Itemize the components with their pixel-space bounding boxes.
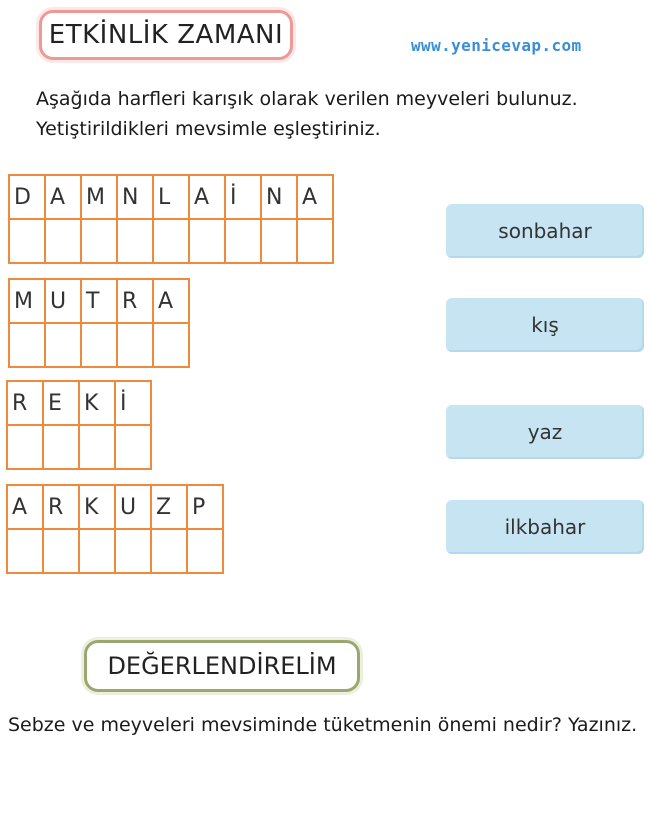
answer-cell[interactable]: [189, 219, 225, 263]
puzzle-grid-3: [6, 380, 152, 470]
answer-cell[interactable]: [43, 425, 79, 469]
instruction-line-1: Aşağıda harfleri karışık olarak verilen meyveleri bulunuz.: [36, 88, 578, 110]
instructions: [36, 84, 636, 144]
answer-cell[interactable]: [153, 219, 189, 263]
scrambled-letters-row: [7, 381, 151, 425]
evaluation-title: DEĞERLENDİRELİM: [107, 652, 337, 680]
answer-cell[interactable]: [261, 219, 297, 263]
letter-cell: N: [117, 175, 153, 219]
season-box-sonbahar[interactable]: sonbahar: [446, 204, 644, 258]
letter-cell: T: [81, 279, 117, 323]
letter-cell: A: [153, 279, 189, 323]
answer-cell[interactable]: [115, 425, 151, 469]
answer-cell[interactable]: [45, 219, 81, 263]
answer-cell[interactable]: [151, 529, 187, 573]
answer-cell[interactable]: [81, 219, 117, 263]
brand-watermark: www.yenicevap.com: [411, 36, 582, 55]
evaluation-title-badge: [84, 640, 360, 692]
letter-cell: K: [79, 381, 115, 425]
answer-cell[interactable]: [225, 219, 261, 263]
instruction-line-2: Yetiştirildikleri mevsimle eşleştiriniz.: [36, 118, 381, 140]
answer-cell[interactable]: [43, 529, 79, 573]
answer-cell[interactable]: [79, 529, 115, 573]
scrambled-letters-row: [9, 175, 333, 219]
answer-cell[interactable]: [297, 219, 333, 263]
answer-cell[interactable]: [79, 425, 115, 469]
letter-cell: K: [79, 485, 115, 529]
letter-cell: D: [9, 175, 45, 219]
season-box-ilkbahar[interactable]: ilkbahar: [446, 500, 644, 554]
scrambled-letters-row: [9, 279, 189, 323]
letter-cell: R: [7, 381, 43, 425]
answer-cell[interactable]: [9, 323, 45, 367]
answer-cell[interactable]: [117, 219, 153, 263]
letter-cell: İ: [115, 381, 151, 425]
puzzle-grid-1: [8, 174, 334, 264]
letter-cell: A: [7, 485, 43, 529]
letter-cell: A: [297, 175, 333, 219]
answer-cell[interactable]: [9, 219, 45, 263]
letter-cell: U: [115, 485, 151, 529]
answer-row: [9, 219, 333, 263]
letter-cell: M: [9, 279, 45, 323]
letter-cell: A: [45, 175, 81, 219]
answer-cell[interactable]: [153, 323, 189, 367]
answer-cell[interactable]: [7, 529, 43, 573]
answer-cell[interactable]: [45, 323, 81, 367]
scrambled-letters-row: [7, 485, 223, 529]
answer-row: [7, 529, 223, 573]
activity-title-badge: [39, 10, 293, 60]
letter-cell: İ: [225, 175, 261, 219]
puzzle-grid-4: [6, 484, 224, 574]
letter-cell: R: [117, 279, 153, 323]
letter-cell: M: [81, 175, 117, 219]
letter-cell: E: [43, 381, 79, 425]
letter-cell: L: [153, 175, 189, 219]
answer-cell[interactable]: [7, 425, 43, 469]
evaluation-question: Sebze ve meyveleri mevsiminde tüketmenin önemi nedir? Yazınız.: [8, 714, 638, 736]
answer-row: [9, 323, 189, 367]
letter-cell: P: [187, 485, 223, 529]
activity-title: ETKİNLİK ZAMANI: [48, 20, 284, 50]
letter-cell: U: [45, 279, 81, 323]
letter-cell: Z: [151, 485, 187, 529]
answer-cell[interactable]: [115, 529, 151, 573]
answer-cell[interactable]: [117, 323, 153, 367]
letter-cell: A: [189, 175, 225, 219]
answer-cell[interactable]: [81, 323, 117, 367]
puzzle-grid-2: [8, 278, 190, 368]
season-box-kis[interactable]: kış: [446, 298, 644, 352]
answer-row: [7, 425, 151, 469]
letter-cell: N: [261, 175, 297, 219]
answer-cell[interactable]: [187, 529, 223, 573]
season-box-yaz[interactable]: yaz: [446, 405, 644, 459]
letter-cell: R: [43, 485, 79, 529]
